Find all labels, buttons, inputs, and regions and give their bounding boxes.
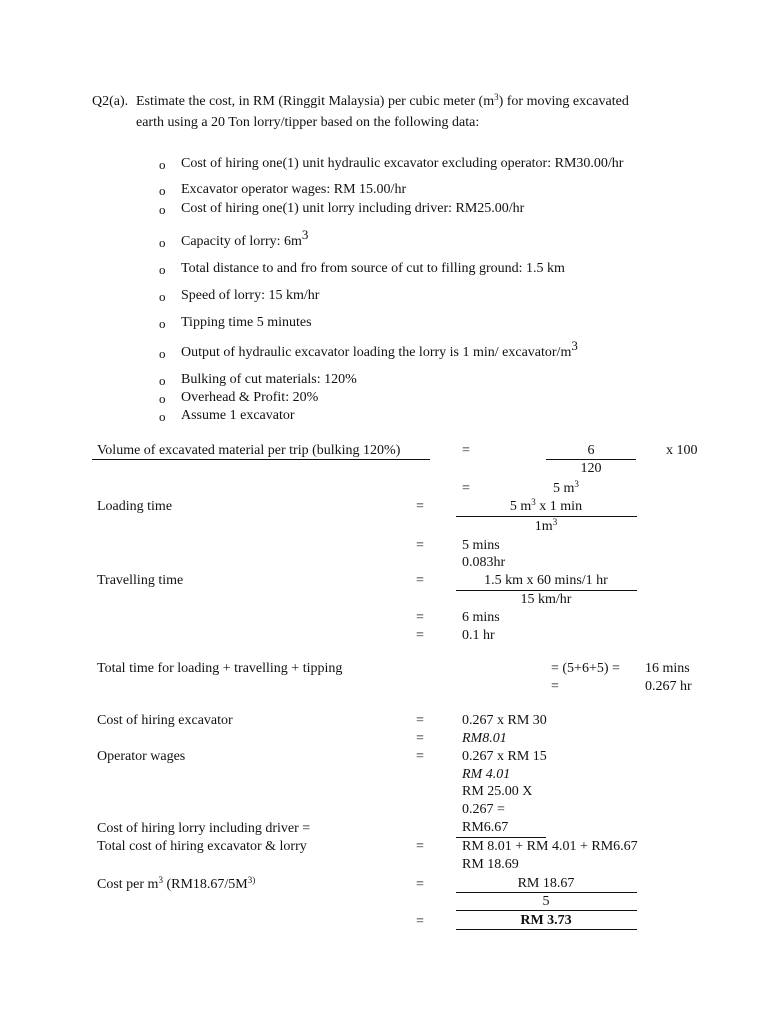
cost-per-m3-label-part: (RM18.67/5M xyxy=(162,877,248,892)
volume-multiplier: x 100 xyxy=(666,443,698,458)
loading-result-hr: 0.083hr xyxy=(462,555,506,570)
bullet-icon: o xyxy=(159,373,166,388)
volume-result-value: 5 m xyxy=(553,481,575,496)
travelling-time-label: Travelling time xyxy=(97,573,184,588)
lorry-cost-label: Cost of hiring lorry including driver = xyxy=(97,821,311,836)
list-item-text: Excavator operator wages: RM 15.00/hr xyxy=(181,182,407,197)
operator-wages-expression: 0.267 x RM 15 xyxy=(462,749,547,764)
cost-per-m3-label-part: Cost per m xyxy=(97,877,159,892)
equals-sign: = xyxy=(416,610,424,625)
lorry-cost-expression-line2: 0.267 = xyxy=(462,802,505,817)
travel-numerator: 1.5 km x 60 mins/1 hr xyxy=(484,573,608,588)
superscript: 3 xyxy=(301,227,309,242)
question-text-part: ) for moving excavated xyxy=(498,94,629,109)
equals-sign: = xyxy=(416,628,424,643)
superscript: 3 xyxy=(574,479,579,489)
list-item-text: Cost of hiring one(1) unit hydraulic excavator excluding operator: RM30.00/hr xyxy=(181,156,624,171)
bullet-icon: o xyxy=(159,289,166,304)
total-time-mins: 16 mins xyxy=(645,661,690,676)
list-item-text: Assume 1 excavator xyxy=(181,408,295,423)
superscript: 3) xyxy=(247,875,256,885)
bullet-icon: o xyxy=(159,202,166,217)
loading-numerator xyxy=(456,499,636,515)
equals-sign: = xyxy=(416,499,424,514)
bullet-icon: o xyxy=(159,262,166,277)
lorry-cost-expression-line1: RM 25.00 X xyxy=(462,784,533,799)
underline-divider xyxy=(92,459,430,460)
list-item-text-part: Output of hydraulic excavator loading the lorry is 1 min/ excavator/m xyxy=(181,345,572,360)
result-underline xyxy=(456,929,637,930)
cost-per-m3-result: RM 3.73 xyxy=(520,913,572,928)
bullet-icon: o xyxy=(159,157,166,172)
operator-wages-result: RM 4.01 xyxy=(462,767,511,782)
equals-sign: = xyxy=(416,573,424,588)
travel-result-hr: 0.1 hr xyxy=(462,628,495,643)
equals-sign: = xyxy=(416,914,424,929)
cost-per-m3-denominator: 5 xyxy=(542,894,550,909)
loading-numerator-part: x 1 min xyxy=(535,499,583,514)
question-number: Q2(a). xyxy=(92,94,129,109)
loading-denominator xyxy=(456,519,636,535)
travel-result-mins: 6 mins xyxy=(462,610,500,625)
cost-per-m3-label xyxy=(97,877,255,893)
equals-sign: = xyxy=(416,731,424,746)
question-text-line2: earth using a 20 Ton lorry/tipper based on the following data: xyxy=(136,115,480,130)
question-text-part: Estimate the cost, in RM (Ringgit Malaysia) per cubic meter (m xyxy=(136,94,495,109)
total-cost-label: Total cost of hiring excavator & lorry xyxy=(97,839,307,854)
superscript: 3 xyxy=(531,497,536,507)
fraction-bar xyxy=(456,516,637,517)
bullet-icon: o xyxy=(159,409,166,424)
volume-result xyxy=(553,481,579,497)
equals-sign: = xyxy=(416,877,424,892)
lorry-cost-result: RM6.67 xyxy=(462,820,509,835)
excavator-cost-result: RM8.01 xyxy=(462,731,507,746)
list-item-text xyxy=(181,227,309,250)
fraction-bar xyxy=(456,590,637,591)
superscript: 3 xyxy=(158,875,163,885)
total-cost-result: RM 18.69 xyxy=(462,857,519,872)
list-item-text: Tipping time 5 minutes xyxy=(181,315,312,330)
total-time-expression: = (5+6+5) = xyxy=(551,661,620,676)
superscript: 3 xyxy=(571,338,578,353)
operator-wages-label: Operator wages xyxy=(97,749,186,764)
equals-sign: = xyxy=(416,538,424,553)
excavator-cost-expression: 0.267 x RM 30 xyxy=(462,713,547,728)
loading-denominator-value: 1m xyxy=(534,519,553,534)
travel-denominator: 15 km/hr xyxy=(520,592,572,607)
fraction-bar xyxy=(456,892,637,893)
volume-denominator: 120 xyxy=(580,461,602,476)
list-item-text: Cost of hiring one(1) unit lorry including driver: RM25.00/hr xyxy=(181,201,525,216)
list-item-text: Total distance to and fro from source of cut to filling ground: 1.5 km xyxy=(181,261,565,276)
loading-time-label: Loading time xyxy=(97,499,173,514)
cost-per-m3-numerator: RM 18.67 xyxy=(517,876,575,891)
fraction-bar xyxy=(546,459,636,460)
underline-divider xyxy=(456,837,546,838)
bullet-icon: o xyxy=(159,235,166,250)
equals-sign: = xyxy=(416,839,424,854)
list-item-text-part: Capacity of lorry: 6m xyxy=(181,234,302,249)
volume-numerator: 6 xyxy=(587,443,595,458)
excavator-cost-label: Cost of hiring excavator xyxy=(97,713,233,728)
bullet-icon: o xyxy=(159,183,166,198)
equals-sign: = xyxy=(462,481,470,496)
total-time-hr: 0.267 hr xyxy=(645,679,692,694)
loading-result-mins: 5 mins xyxy=(462,538,500,553)
equals-sign: = xyxy=(551,679,559,694)
list-item-text: Overhead & Profit: 20% xyxy=(181,390,319,405)
question-text-line1 xyxy=(136,94,629,110)
equals-sign: = xyxy=(462,443,470,458)
total-time-label: Total time for loading + travelling + tipping xyxy=(97,661,343,676)
superscript: 3 xyxy=(552,517,558,527)
bullet-icon: o xyxy=(159,316,166,331)
equals-sign: = xyxy=(416,749,424,764)
list-item-text xyxy=(181,338,578,361)
volume-label: Volume of excavated material per trip (bulking 120%) xyxy=(97,443,401,458)
list-item-text: Speed of lorry: 15 km/hr xyxy=(181,288,320,303)
list-item-text: Bulking of cut materials: 120% xyxy=(181,372,357,387)
bullet-icon: o xyxy=(159,346,166,361)
bullet-icon: o xyxy=(159,391,166,406)
total-cost-expression: RM 8.01 + RM 4.01 + RM6.67 xyxy=(462,839,638,854)
equals-sign: = xyxy=(416,713,424,728)
fraction-bar xyxy=(456,910,637,911)
loading-numerator-part: 5 m xyxy=(509,499,532,514)
superscript: 3 xyxy=(494,92,499,102)
